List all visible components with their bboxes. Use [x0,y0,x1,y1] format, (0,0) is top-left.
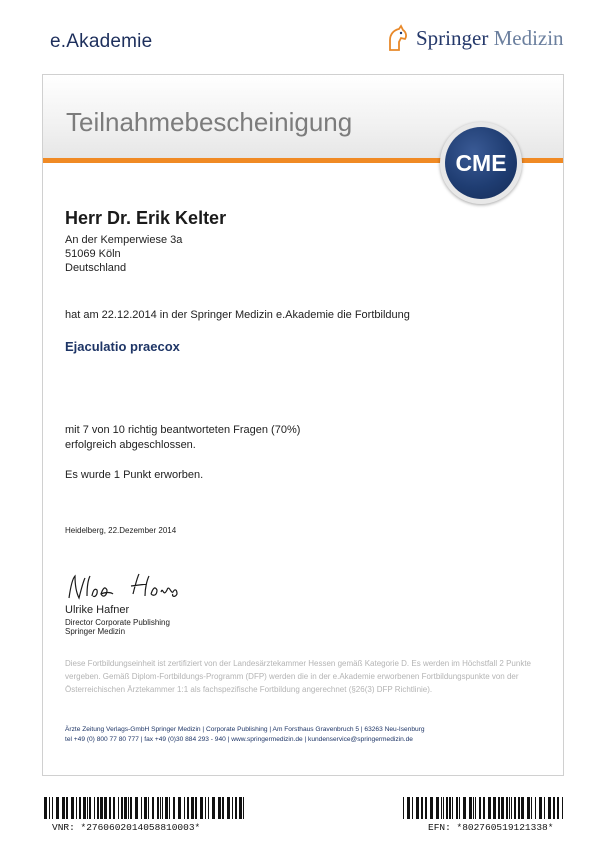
barcode-bar [479,797,481,819]
recipient-city: 51069 Köln [65,248,121,260]
barcode-bar [469,797,472,819]
barcode-bar [463,797,466,819]
barcode-bar [56,797,59,819]
result-line-2: erfolgreich abgeschlossen. [65,439,196,451]
barcode-bar [79,797,81,819]
barcode-bar [430,797,433,819]
barcode-bar [548,797,551,819]
barcode-bar [141,797,142,819]
barcode-bar [441,797,442,819]
barcode-bar [162,797,163,819]
e-akademie-logo: e.Akademie [50,31,153,52]
efn-barcode [403,797,563,819]
barcode-bar [235,797,237,819]
barcode-bar [66,797,68,819]
barcode-bar [403,797,404,819]
barcode-bar [195,797,197,819]
barcode-bar [118,797,119,819]
efn-label: EFN: *802760519121338* [428,822,554,833]
springer-medizin-logo [386,24,564,52]
place-date: Heidelberg, 22.Dezember 2014 [65,526,177,535]
barcode-bar [148,797,149,819]
barcode-bar [113,797,115,819]
barcode-bar [239,797,242,819]
barcode-bar [187,797,189,819]
barcode-bar [109,797,111,819]
barcode-bar [124,797,127,819]
barcode-bar [135,797,138,819]
barcode-bar [553,797,555,819]
recipient-name: Herr Dr. Erik Kelter [65,208,227,228]
barcode-bar [449,797,451,819]
barcode-bar [407,797,410,819]
cme-badge [440,122,522,204]
barcode-bar [94,797,95,819]
barcode-bar [128,797,129,819]
barcode-bar [165,797,168,819]
barcode-bar [475,797,476,819]
springer-text: Springer [416,25,489,50]
barcode-bar [173,797,175,819]
barcode-bar [459,797,460,819]
barcode-bar [191,797,194,819]
barcode-bar [205,797,206,819]
barcode-bar [446,797,448,819]
barcode-bar [104,797,107,819]
barcode-bar [144,797,147,819]
springer-horse-icon [386,24,410,52]
vnr-label: VNR: *2760602014058810003* [52,822,201,833]
barcode-bar [506,797,508,819]
barcode-bar [130,797,132,819]
barcode-bar [89,797,91,819]
barcode-bar [514,797,516,819]
barcode-bar [184,797,185,819]
certificate-card [42,74,564,776]
barcode-bar [535,797,536,819]
barcode-bar [121,797,123,819]
recipient-street: An der Kemperwiese 3a [65,234,183,246]
barcode-bar [562,797,563,819]
barcode-bar [169,797,170,819]
intro-text: hat am 22.12.2014 in der Springer Medizin e.Akademie die Fortbildung [65,309,410,321]
barcode-bar [100,797,103,819]
publisher-address: Ärzte Zeitung Verlags-GmbH Springer Medizin | Corporate Publishing | Am Forsthaus Gravenbruch 5 | 63263 Neu-Isenburg [65,726,425,733]
barcode-bar [436,797,439,819]
barcode-bar [52,797,53,819]
barcode-bar [62,797,65,819]
result-line-1: mit 7 von 10 richtig beantworteten Fragen (70%) [65,424,301,436]
medizin-text: Medizin [493,25,564,50]
barcode-bar [416,797,419,819]
barcode-bar [493,797,496,819]
barcode-bar [473,797,474,819]
barcode-bar [498,797,500,819]
barcode-bar [443,797,444,819]
signatory-org: Springer Medizin [65,627,126,636]
cme-badge-label: CME [445,127,517,199]
barcode-bar [212,797,215,819]
barcode-bar [152,797,154,819]
barcode-bar [531,797,532,819]
certification-disclaimer: Diese Fortbildungseinheit ist zertifiziert von der Landesärztekammer Hessen gemäß Kategorie D. Es werden im Höchstfall 2 Punkte vergeben. Gemäß Diplom-Fortbildungs-Programm (DFP) werden die in der e.Akademie erworbenen Fortbildungspunkte von der Österreichischen Ärztekammer 1:1 als fachspezifische Fortbildung angerechnet (§26(3) DFP Richtlinie). [65,659,531,694]
handwritten-signature [65,570,195,606]
barcode-bar [200,797,203,819]
barcode-bar [521,797,524,819]
points-text: Es wurde 1 Punkt erworben. [65,469,204,481]
barcode-bar [49,797,50,819]
barcode-bar [178,797,181,819]
barcode-bar [539,797,542,819]
barcode-bar [222,797,224,819]
barcode-bar [71,797,74,819]
barcode-bar [511,797,512,819]
barcode-bar [208,797,209,819]
barcode-bar [232,797,233,819]
barcode-bar [544,797,545,819]
barcode-bar [421,797,423,819]
signatory-role: Director Corporate Publishing [65,618,170,627]
barcode-bar [557,797,559,819]
barcode-bar [227,797,230,819]
course-title: Ejaculatio praecox [65,339,180,354]
barcode-bar [97,797,99,819]
barcode-bar [509,797,510,819]
barcode-bar [76,797,77,819]
barcode-bar [483,797,485,819]
barcode-bar [456,797,458,819]
certificate-title: Teilnahmebescheinigung [66,107,353,137]
barcode-bar [243,797,244,819]
publisher-contact: tel +49 (0) 800 77 80 777 | fax +49 (0)30 884 293 - 940 | www.springermedizin.de | kundenservice@springermedizin.de [65,736,413,743]
barcode-bar [425,797,427,819]
barcode-bar [160,797,161,819]
recipient-country: Deutschland [65,262,127,274]
barcode-bar [518,797,520,819]
barcode-bar [527,797,530,819]
barcode-bar [501,797,504,819]
barcode-bar [452,797,453,819]
barcode-bar [87,797,88,819]
barcode-bar [412,797,413,819]
barcode-bar [218,797,221,819]
signatory-name: Ulrike Hafner [65,604,130,616]
barcode-bar [488,797,491,819]
barcode-bar [83,797,86,819]
vnr-barcode [44,797,244,819]
barcode-bar [44,797,47,819]
barcode-bar [157,797,159,819]
